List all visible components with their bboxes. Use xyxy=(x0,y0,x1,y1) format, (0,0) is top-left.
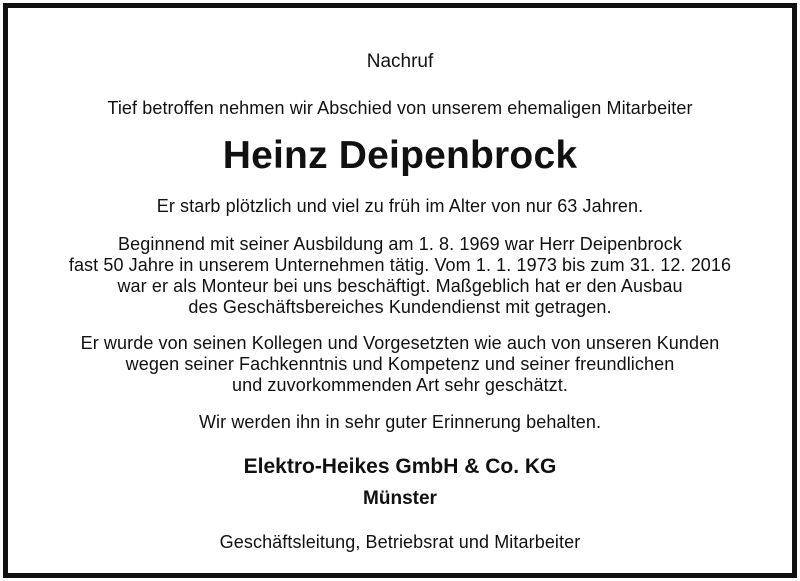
company-city: Münster xyxy=(363,488,437,509)
obituary-frame xyxy=(3,3,797,578)
deceased-name: Heinz Deipenbrock xyxy=(222,134,578,177)
paragraph1-line: fast 50 Jahre in unserem Unternehmen tätig. Vom 1. 1. 1973 bis zum 31. 12. 2016 xyxy=(68,255,732,275)
paragraph1-line: Beginnend mit seiner Ausbildung am 1. 8. 1969 war Herr Deipenbrock xyxy=(118,234,682,254)
paragraph2-line: Er wurde von seinen Kollegen und Vorgesetzten wie auch von unseren Kunden xyxy=(80,333,720,353)
paragraph1-line: des Geschäftsbereiches Kundendienst mit getragen. xyxy=(188,297,612,317)
intro-text: Tief betroffen nehmen wir Abschied von unserem ehemaligen Mitarbeiter xyxy=(107,98,693,118)
paragraph2-line: und zuvorkommenden Art sehr geschätzt. xyxy=(232,375,568,395)
remembrance-line: Wir werden ihn in sehr guter Erinnerung behalten. xyxy=(198,412,602,432)
paragraph1-line: war er als Monteur bei uns beschäftigt. Maßgeblich hat er den Ausbau xyxy=(117,276,683,296)
death-line: Er starb plötzlich und viel zu früh im Alter von nur 63 Jahren. xyxy=(156,196,644,216)
company-name: Elektro-Heikes GmbH & Co. KG xyxy=(243,455,557,478)
paragraph2-line: wegen seiner Fachkenntnis und Kompetenz und seiner freundlichen xyxy=(125,354,675,374)
signatories: Geschäftsleitung, Betriebsrat und Mitarbeiter xyxy=(219,532,581,552)
heading: Nachruf xyxy=(366,51,434,72)
